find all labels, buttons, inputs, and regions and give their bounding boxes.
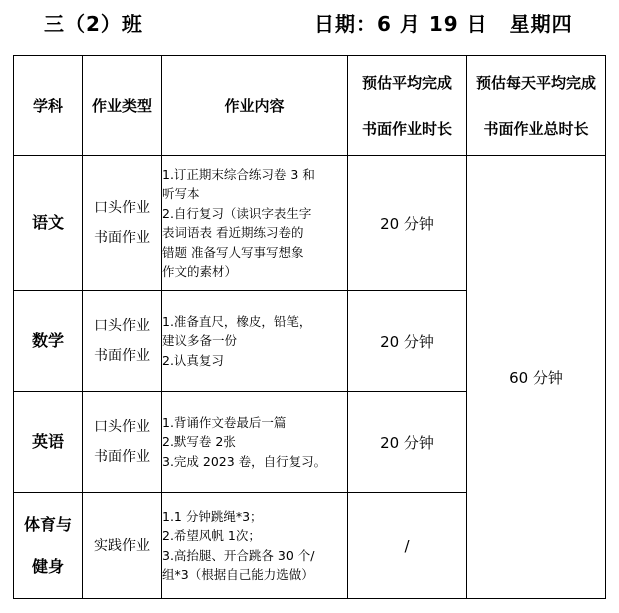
subject-cell bbox=[14, 392, 83, 493]
content-line: 1.准备直尺，橡皮，铅笔， bbox=[162, 313, 312, 329]
content-line: 2.默写卷 2张 bbox=[162, 434, 236, 450]
col-header-duration bbox=[348, 56, 467, 156]
content-line: 1.1 分钟跳绳*3； bbox=[162, 508, 263, 524]
type-cell bbox=[83, 291, 162, 392]
content-line: 3.完成 2023 卷，自行复习。 bbox=[162, 453, 327, 469]
col-header-total-line1: 预估每天平均完成 bbox=[475, 73, 596, 92]
content-cell bbox=[162, 156, 348, 291]
type-cell bbox=[83, 493, 162, 599]
date-text: 日期：6 月 19 日 bbox=[314, 12, 488, 36]
date-line bbox=[314, 8, 573, 37]
type-label: 口头作业 bbox=[94, 200, 150, 216]
subject-label: 语文 bbox=[31, 213, 64, 232]
col-header-duration-line2: 书面作业时长 bbox=[361, 119, 452, 138]
homework-table bbox=[13, 55, 606, 599]
content-line: 表词语表 看近期练习卷的 bbox=[162, 225, 304, 240]
subject-cell bbox=[14, 291, 83, 392]
weekday-text: 星期四 bbox=[509, 12, 573, 36]
content-line: 错题 准备写人写事写想象 bbox=[162, 244, 304, 260]
duration-cell: 20 分钟 bbox=[348, 156, 467, 291]
subject-label: 英语 bbox=[31, 432, 64, 451]
content-line: 作文的素材） bbox=[162, 264, 238, 279]
duration-cell: / bbox=[348, 493, 467, 599]
content-cell bbox=[162, 493, 348, 599]
content-cell bbox=[162, 291, 348, 392]
total-duration-cell: 60 分钟 bbox=[467, 156, 606, 599]
type-label: 口头作业 bbox=[94, 318, 150, 334]
type-cell bbox=[83, 392, 162, 493]
subject-label: 数学 bbox=[31, 331, 64, 350]
type-label: 口头作业 bbox=[94, 419, 150, 435]
header-row bbox=[14, 56, 606, 156]
content-line: 2.自行复习（读识字表生字 bbox=[162, 205, 312, 221]
type-cell bbox=[83, 156, 162, 291]
subject-cell bbox=[14, 493, 83, 599]
content-line: 1.订正期末综合练习卷 3 和 bbox=[162, 166, 315, 182]
duration-cell: 20 分钟 bbox=[348, 291, 467, 392]
class-title: 三（2）班 bbox=[44, 12, 143, 36]
content-line: 3.高抬腿、开合跳各 30 个/ bbox=[162, 547, 315, 563]
content-cell bbox=[162, 392, 348, 493]
page-header bbox=[0, 8, 619, 40]
content-line: 听写本 bbox=[162, 186, 200, 201]
type-label: 书面作业 bbox=[94, 348, 150, 364]
content-line: 建议多备一份 bbox=[162, 333, 238, 349]
subject-cell bbox=[14, 156, 83, 291]
subject-label: 健身 bbox=[31, 556, 64, 576]
col-header-subject: 学科 bbox=[14, 56, 83, 156]
content-line: 1.背诵作文卷最后一篇 bbox=[162, 414, 287, 430]
table-row-chinese bbox=[14, 156, 606, 291]
type-label: 实践作业 bbox=[94, 537, 150, 554]
content-line: 组*3（根据自己能力选做） bbox=[162, 567, 314, 582]
subject-label: 体育与 bbox=[23, 514, 72, 534]
content-line: 2.认真复习 bbox=[162, 352, 224, 368]
col-header-total bbox=[467, 56, 606, 156]
col-header-type: 作业类型 bbox=[83, 56, 162, 156]
col-header-content: 作业内容 bbox=[162, 56, 348, 156]
duration-cell: 20 分钟 bbox=[348, 392, 467, 493]
col-header-duration-line1: 预估平均完成 bbox=[361, 73, 452, 92]
col-header-total-line2: 书面作业总时长 bbox=[483, 119, 589, 138]
type-label: 书面作业 bbox=[94, 230, 150, 246]
type-label: 书面作业 bbox=[94, 449, 150, 465]
content-line: 2.希望风帆 1次； bbox=[162, 528, 261, 543]
